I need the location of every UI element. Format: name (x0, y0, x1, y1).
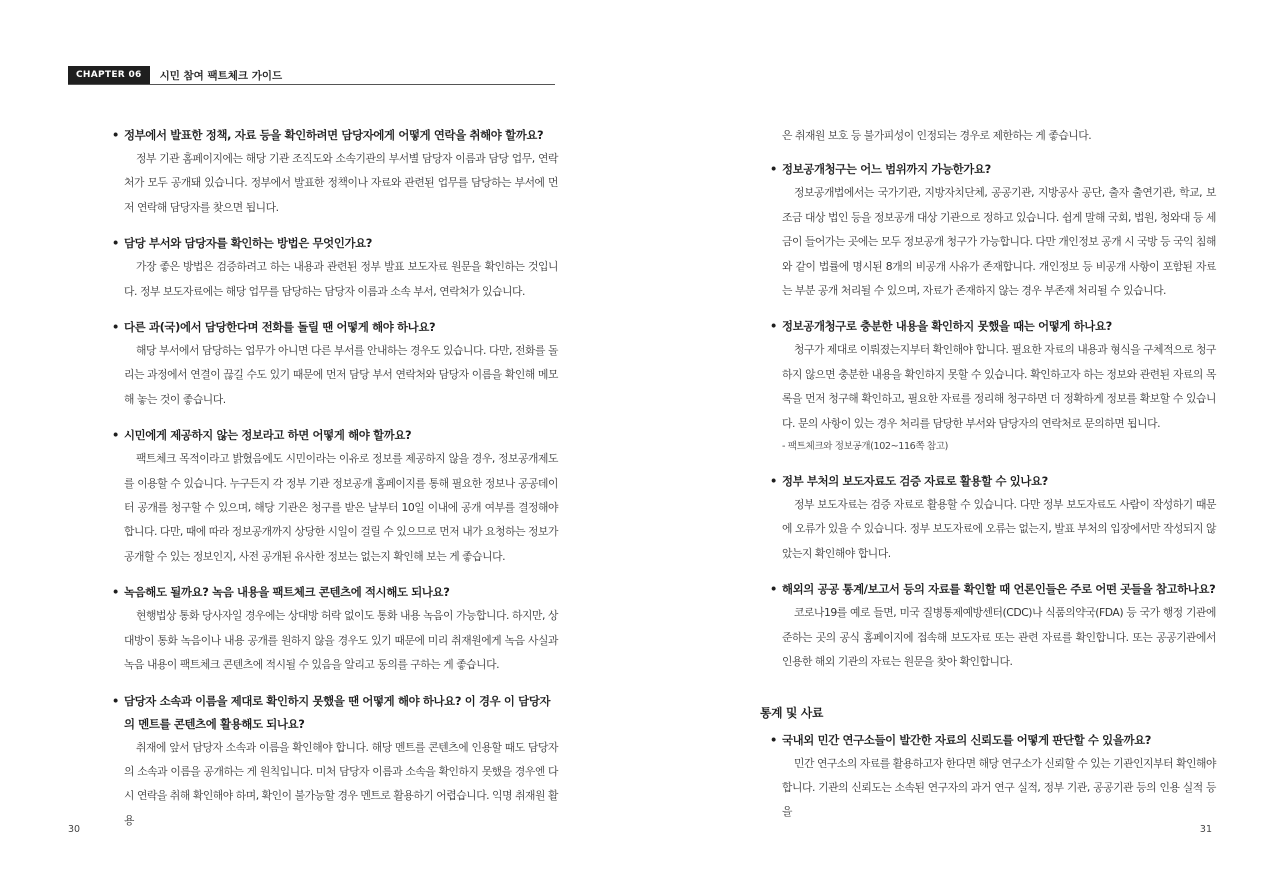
page-number: 31 (1199, 824, 1212, 835)
answer: 코로나19를 예로 들면, 미국 질병통제예방센터(CDC)나 식품의약국(FDA) 등 국가 행정 기관에 준하는 곳의 공식 홈페이지에 접속해 보도자료 또는 관련 자료를 확인합니다. 또는 공공기관에서 인용한 해외 기관의 자료는 원문을 찾아 확인합니다. (782, 606, 1216, 669)
reference-note: - 팩트체크와 정보공개(102~116쪽 참고) (782, 441, 948, 453)
question: • 정부에서 발표한 정책, 자료 등을 확인하려면 담당자에게 어떻게 연락을 취해야 할까요? (112, 124, 558, 147)
question: • 해외의 공공 통계/보고서 등의 자료를 확인할 때 언론인들은 주로 어떤 곳들을 참고하나요? (770, 578, 1216, 601)
qa-item (112, 232, 558, 304)
answer: 민간 연구소의 자료를 활용하고자 한다면 해당 연구소가 신뢰할 수 있는 기관인지부터 확인해야 합니다. 기관의 신뢰도는 소속된 연구자의 과거 연구 실적, 정부 기관, 공공기관 등의 인용 실적 등을 (782, 756, 1217, 819)
question: • 국내외 민간 연구소들이 발간한 자료의 신뢰도를 어떻게 판단할 수 있을까요? (770, 729, 1216, 752)
qa-item (112, 124, 558, 220)
answer: 정부 보도자료는 검증 자료로 활용할 수 있습니다. 다만 정부 보도자료도 사람이 작성하기 때문에 오류가 있을 수 있습니다. 정부 보도자료에 오류는 없는지, 발표 부처의 입장에서만 작성되지 않았는지 확인해야 합니다. (782, 498, 1216, 560)
question: • 시민에게 제공하지 않는 정보라고 하면 어떻게 해야 할까요? (112, 424, 558, 447)
right-page (640, 0, 1280, 874)
qa-item (770, 315, 1216, 458)
question: • 정보공개청구로 충분한 내용을 확인하지 못했을 때는 어떻게 하나요? (770, 315, 1216, 338)
qa-item (112, 581, 558, 677)
continued-text: 은 취재원 보호 등 불가피성이 인정되는 경우로 제한하는 게 좋습니다. (782, 129, 1092, 142)
right-column (760, 124, 1217, 837)
qa-item (770, 578, 1216, 674)
question: • 담당 부서와 담당자를 확인하는 방법은 무엇인가요? (112, 232, 558, 255)
qa-item (112, 690, 558, 834)
qa-item (770, 470, 1216, 566)
question: • 담당자 소속과 이름을 제대로 확인하지 못했을 땐 어떻게 해야 하나요? 이 경우 이 담당자의 멘트를 콘텐츠에 활용해도 되나요? (112, 690, 558, 736)
chapter-title: 시민 참여 팩트체크 가이드 (159, 69, 283, 82)
qa-item (112, 424, 558, 569)
answer: 팩트체크 목적이라고 밝혔음에도 시민이라는 이유로 정보를 제공하지 않을 경우, 정보공개제도를 이용할 수 있습니다. 누구든지 각 정부 기관 정보공개 홈페이지를 통해 필요한 정보나 공공데이터 공개를 청구할 수 있으며, 해당 기관은 청구를 받은 날부터 10일 이내에 공개 여부를 결정해야 합니다. 다만, 때에 따라 정보공개까지 상당한 시일이 걸릴 수 있으므로 먼저 내가 요청하는 정보가 공개할 수 있는 정보인지, 사전 공개된 유사한 정보는 없는지 확인해 보는 게 좋습니다. (124, 452, 558, 563)
answer: 현행법상 통화 당사자일 경우에는 상대방 허락 없이도 통화 내용 녹음이 가능합니다. 하지만, 상대방이 통화 녹음이나 내용 공개를 원하지 않을 경우도 있기 때문에 미리 취재원에게 녹음 사실과 녹음 내용이 팩트체크 콘텐츠에 적시될 수 있음을 알리고 동의를 구하는 게 좋습니다. (124, 609, 558, 672)
chapter-badge: CHAPTER 06 (68, 66, 150, 84)
answer: 정보공개법에서는 국가기관, 지방자치단체, 공공기관, 지방공사 공단, 출자 출연기관, 학교, 보조금 대상 법인 등을 정보공개 대상 기관으로 정하고 있습니다. 쉽게 말해 국회, 법원, 청와대 등 세금이 들어가는 곳에는 모두 정보공개 청구가 가능합니다. 다만 개인정보 공개 시 국방 등 국익 침해와 같이 법률에 명시된 8개의 비공개 사유가 존재합니다. 개인정보 등 비공개 사항이 포함된 자료는 부분 공개 처리될 수 있으며, 자료가 존재하지 않는 경우 부존재 처리될 수 있습니다. (782, 186, 1216, 298)
question: • 정보공개청구는 어느 범위까지 가능한가요? (770, 158, 1216, 181)
qa-item (112, 316, 558, 412)
question: • 다른 과(국)에서 담당한다며 전화를 돌릴 땐 어떻게 해야 하나요? (112, 316, 558, 339)
answer: 가장 좋은 방법은 검증하려고 하는 내용과 관련된 정부 발표 보도자료 원문을 확인하는 것입니다. 정부 보도자료에는 해당 업무를 담당하는 담당자 이름과 소속 부서, 연락처가 있습니다. (124, 260, 558, 298)
chapter-header (68, 66, 555, 85)
qa-item (770, 729, 1216, 825)
page-number: 30 (68, 824, 81, 835)
question: • 녹음해도 될까요? 녹음 내용을 팩트체크 콘텐츠에 적시해도 되나요? (112, 581, 558, 604)
section-title: 통계 및 사료 (760, 705, 824, 720)
answer: 해당 부서에서 담당하는 업무가 아니면 다른 부서를 안내하는 경우도 있습니다. 다만, 전화를 돌리는 과정에서 연결이 끊길 수도 있기 때문에 먼저 담당 부서 연락처와 담당자 이름을 확인해 메모해 놓는 것이 좋습니다. (124, 344, 558, 406)
left-column (112, 124, 558, 845)
answer: 취재에 앞서 담당자 소속과 이름을 확인해야 합니다. 해당 멘트를 콘텐츠에 인용할 때도 담당자의 소속과 이름을 공개하는 게 원칙입니다. 미처 담당자 이름과 소속을 확인하지 못했을 경우엔 다시 연락을 취해 확인해야 하며, 확인이 불가능할 경우 멘트로 활용하기 어렵습니다. 익명 취재원 활용 (124, 740, 558, 827)
answer: 청구가 제대로 이뤄졌는지부터 확인해야 합니다. 필요한 자료의 내용과 형식을 구체적으로 청구하지 않으면 충분한 내용을 확인하지 못할 수 있습니다. 확인하고자 하는 정보와 관련된 자료의 목록을 먼저 청구해 확인하고, 필요한 자료를 정리해 청구하면 더 정확하게 정보를 확보할 수 있습니다. 문의 사항이 있는 경우 처리를 담당한 부서와 담당자의 연락처로 문의하면 됩니다. (782, 343, 1217, 430)
answer: 정부 기관 홈페이지에는 해당 기관 조직도와 소속기관의 부서별 담당자 이름과 담당 업무, 연락처가 모두 공개돼 있습니다. 정부에서 발표한 정책이나 자료와 관련된 업무를 담당하는 부서에 먼저 연락해 담당자를 찾으면 됩니다. (124, 152, 558, 214)
question: • 정부 부처의 보도자료도 검증 자료로 활용할 수 있나요? (770, 470, 1216, 493)
qa-item (770, 158, 1216, 303)
